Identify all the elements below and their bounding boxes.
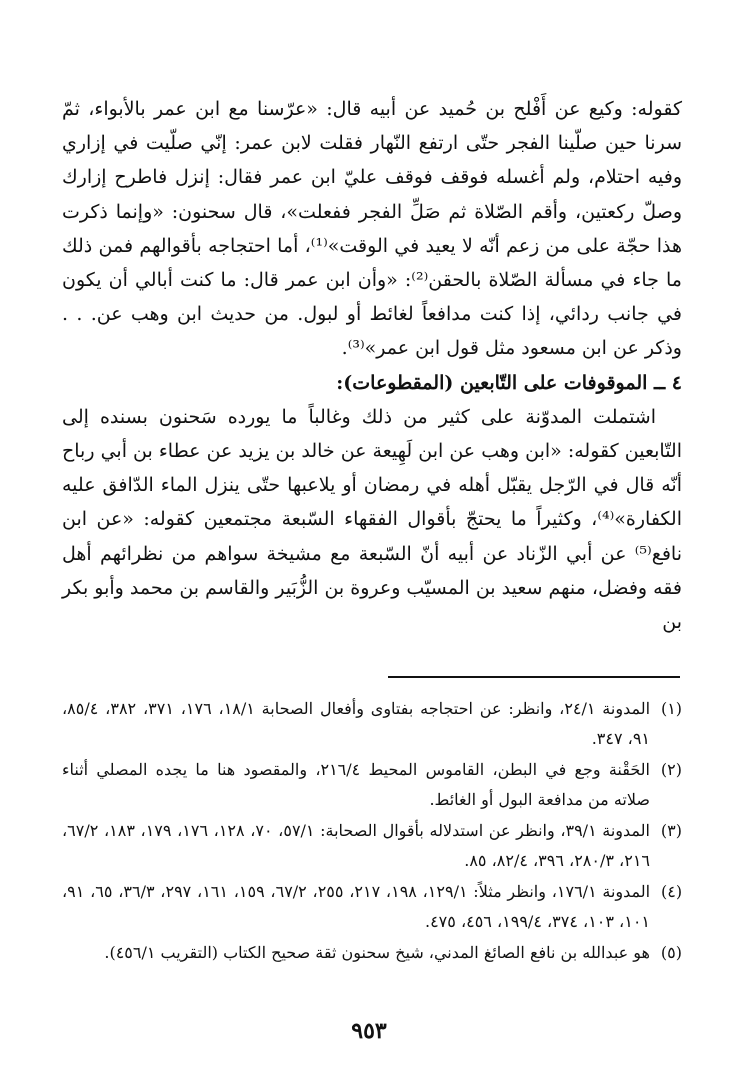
footnote-5 [62, 938, 682, 968]
footnote-text: هو عبدالله بن نافع الصائغ المدني، شيخ سحنون ثقة صحيح الكتاب (التقريب ٤٥٦/١). [104, 943, 650, 962]
paragraph-2: اشتملت المدوّنة على كثير من ذلك وغالباً ما يورده سَحنون بسنده إلى التّابعين كقوله: «ابن وهب عن ابن لَهِيعة عن خالد بن يزيد عن عطاء بن أبي رباح أنّه قال في الرّجل يقبّل أهله في رمضان أو يلاعبها حتّى ينزل الماء الدّافق عليه الكفارة»⁽⁴⁾، وكثيراً ما يحتجّ بأقوال الفقهاء السّبعة مجتمعين كقوله: «عن ابن نافع⁽⁵⁾ عن أبي الزّناد عن أبيه أنّ السّبعة مع مشيخة سواهم من نظرائهم أهل فقه وفضل، منهم سعيد بن المسيّب وعروة بن الزُّبَير والقاسم بن محمد وأبو بكر بن [61, 405, 682, 634]
paragraph-1: كقوله: وكيع عن أَفْلح بن حُميد عن أبيه قال: «عرّسنا مع ابن عمر بالأبواء، ثمّ سرنا حين صلّينا الفجر حتّى ارتفع النّهار فقلت لابن عمر: إنّي صلّيت في إزاري وفيه احتلام، ولم أغسله فوقف فوقف عليّ ابن عمر فقال: إنزل فاطرح إزارك وصلّ ركعتين، وأقم الصّلاة ثم صَلِّ الفجر ففعلت»، قال سحنون: «وإنما ذكرت هذا حجّة على من زعم أنّه لا يعيد في الوقت»⁽¹⁾، أما احتجاجه بأقوالهم فمن ذلك ما جاء في مسألة الصّلاة بالحقن⁽²⁾: «وأن ابن عمر قال: ما كنت أبالي أن يكون في جانب ردائي، إذا كنت مدافعاً لغائط أو لبول. من حديث ابن وهب عن. . . وذكر عن ابن مسعود مثل قول ابن عمر»⁽³⁾. [62, 98, 682, 360]
footnote-number: (٤) [661, 882, 683, 901]
footnote-3 [62, 816, 682, 876]
section-heading: ٤ ــ الموقوفات على التّابعين (المقطوعات): [336, 371, 682, 394]
page-number: ٩٥٣ [351, 1018, 387, 1044]
footnote-number: (١) [660, 699, 683, 718]
footnote-text: المدونة ١٧٦/١، وانظر مثلاً: ١٢٩/١، ١٩٨، ٢١٧، ٢٥٥، ٦٧/٢، ١٥٩، ١٦١، ٢٩٧، ٣٦/٣، ٦٥، ٩١، ١٠١، ١٠٣، ٣٧٤، ١٩٩/٤، ٤٥٦، ٤٧٥. [62, 882, 651, 931]
footnote-text: الحَقْنة وجع في البطن، القاموس المحيط ٢١٦/٤، والمقصود هنا ما يجده المصلي أثناء صلاته من مدافعة البول أو الغائط. [62, 760, 651, 809]
footnote-number: (٣) [660, 821, 682, 840]
footnote-number: (٢) [660, 760, 683, 779]
footnote-text: المدونة ٣٩/١، وانظر عن استدلاله بأقوال الصحابة: ٥٧/١، ٧٠، ١٢٨، ١٧٦، ١٧٩، ١٨٣، ٦٧/٢، ٢١٦، ٢٨٠/٣، ٣٩٦، ٨٢/٤، ٨٥. [62, 821, 650, 870]
footnote-4 [62, 877, 682, 937]
main-text [62, 92, 682, 639]
footnote-text: المدونة ٢٤/١، وانظر: عن احتجاجه بفتاوى وأفعال الصحابة ١٨/١، ١٧٦، ٣٧١، ٣٨٢، ٨٥/٤، ٩١، ٣٤٧. [62, 699, 651, 748]
footnote-1 [62, 694, 682, 754]
footnote-divider [388, 676, 680, 678]
footnote-2 [62, 755, 682, 815]
footnotes [62, 694, 682, 969]
footnote-number: (٥) [660, 943, 682, 962]
